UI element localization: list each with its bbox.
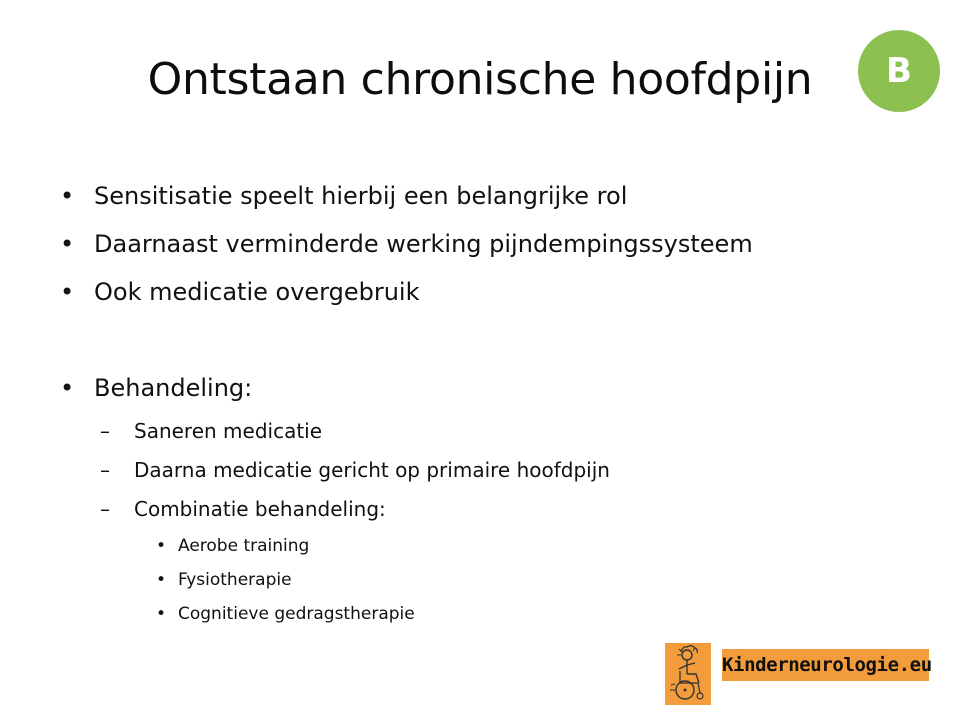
site-logo <box>665 643 932 705</box>
sub-item <box>60 451 920 490</box>
treatment-heading: Behandeling: <box>94 374 253 402</box>
sub-item-text: Daarna medicatie gericht op primaire hoofdpijn <box>134 458 610 482</box>
section-badge: B <box>858 30 940 112</box>
bullet-marker: • <box>60 374 75 402</box>
child-wheelchair-drawing-icon <box>665 643 711 705</box>
dash-marker: – <box>100 419 110 443</box>
bullet-marker: • <box>156 604 167 624</box>
bullet-marker: • <box>60 230 75 258</box>
sub-sub-item-text: Aerobe training <box>178 536 310 556</box>
slide-content <box>60 172 920 631</box>
bullet-item-treatment <box>60 364 920 412</box>
sub-item <box>60 412 920 451</box>
sub-sub-item <box>60 563 920 597</box>
bullet-marker: • <box>156 570 167 590</box>
logo-text: Kinderneurologie.eu <box>722 649 929 681</box>
sub-sub-item <box>60 529 920 563</box>
sub-item <box>60 490 920 529</box>
sub-item-text: Combinatie behandeling: <box>134 497 386 521</box>
sub-sub-item-text: Fysiotherapie <box>178 570 292 590</box>
bullet-marker: • <box>156 536 167 556</box>
bullet-item <box>60 220 920 268</box>
bullet-item <box>60 268 920 316</box>
bullet-text: Sensitisatie speelt hierbij een belangrijke rol <box>94 182 628 210</box>
bullet-marker: • <box>60 278 75 306</box>
bullet-text: Daarnaast verminderde werking pijndempingssysteem <box>94 230 753 258</box>
dash-marker: – <box>100 458 110 482</box>
bullet-item <box>60 172 920 220</box>
bullet-marker: • <box>60 182 75 210</box>
sub-sub-item-text: Cognitieve gedragstherapie <box>178 604 415 624</box>
bullet-text: Ook medicatie overgebruik <box>94 278 420 306</box>
sub-item-text: Saneren medicatie <box>134 419 323 443</box>
dash-marker: – <box>100 497 110 521</box>
slide-title: Ontstaan chronische hoofdpijn <box>147 54 813 105</box>
sub-sub-item <box>60 597 920 631</box>
spacer <box>60 316 920 364</box>
